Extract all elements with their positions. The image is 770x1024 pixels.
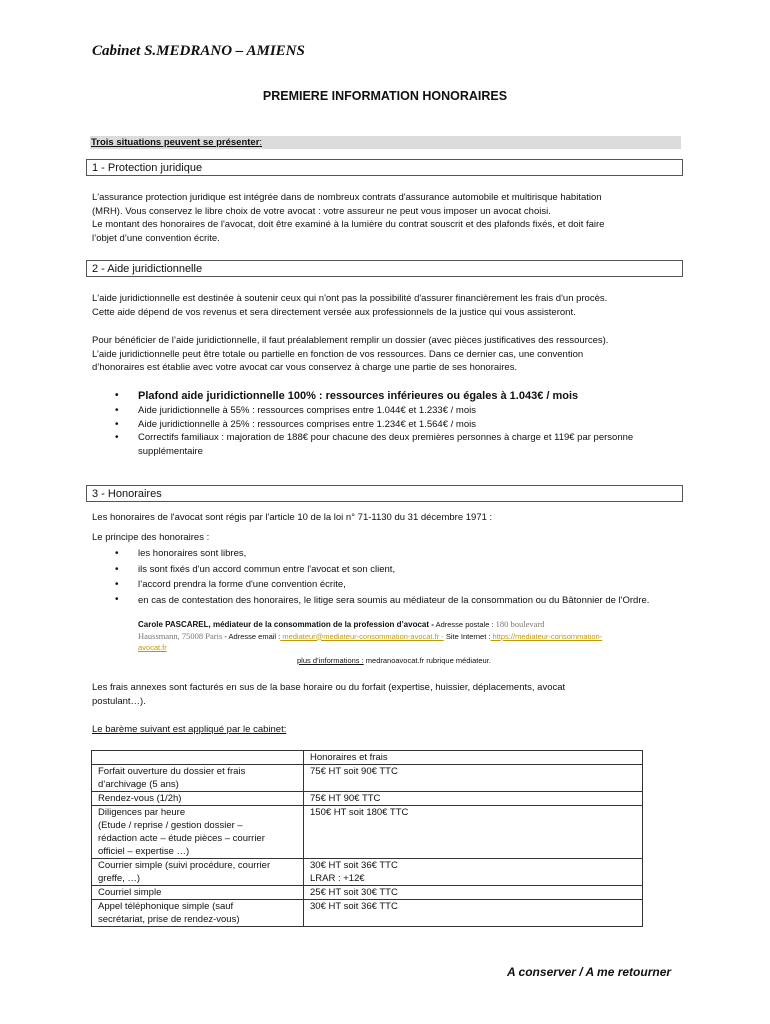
price-line: 25€ HT soit 30€ TTC — [310, 887, 398, 898]
service-line: rédaction acte – étude pièces – courrier — [98, 833, 265, 844]
price-cell — [304, 806, 643, 859]
list-item: • l’accord prendra la forme d'une convention écrite, — [115, 577, 685, 593]
table-header-cell: Honoraires et frais — [304, 751, 643, 765]
bareme-label: Le barème suivant est appliqué par le cabinet: — [92, 724, 287, 735]
service-cell — [92, 806, 304, 859]
service-line: Diligences par heure — [98, 807, 186, 818]
fee-table — [91, 750, 643, 927]
service-line: secrétariat, prise de rendez-vous) — [98, 914, 240, 925]
service-line: d’archivage (5 ans) — [98, 779, 179, 790]
price-line: 30€ HT soit 36€ TTC — [310, 860, 398, 871]
service-cell — [92, 859, 304, 886]
table-row — [92, 765, 643, 792]
table-header-row — [92, 751, 643, 765]
service-cell — [92, 900, 304, 927]
service-line: Rendez-vous (1/2h) — [98, 793, 182, 804]
text-line: (MRH). Vous conservez le libre choix de votre avocat : votre assureur ne peut vous imposer un avocat choisi. — [92, 205, 551, 217]
service-cell — [92, 765, 304, 792]
postal-value-2: Haussmann, 75008 Paris — [138, 630, 223, 641]
postal-label: Adresse postale : — [433, 620, 494, 629]
price-cell — [304, 900, 643, 927]
price-line: 150€ HT soit 180€ TTC — [310, 807, 409, 818]
text-line: L'assurance protection juridique est intégrée dans de nombreux contrats d'assurance automobile et multirisque habitation — [92, 192, 602, 203]
price-cell — [304, 886, 643, 900]
section3-fees — [92, 681, 687, 708]
postal-value: 180 boulevard — [493, 619, 545, 629]
mediator-site-link-cont[interactable]: avocat.fr — [138, 643, 167, 652]
text-line: L'aide juridictionnelle est destinée à soutenir ceux qui n'ont pas la possibilité d'assurer financièrement les frais d'un procès. — [92, 293, 608, 304]
table-row — [92, 806, 643, 859]
text-line: L’aide juridictionnelle peut être totale ou partielle en fonction de vos ressources. Dans ce dernier cas, une convention — [92, 348, 584, 360]
service-cell — [92, 792, 304, 806]
price-line: 75€ HT soit 90€ TTC — [310, 766, 398, 777]
section1-text — [92, 191, 687, 245]
aide-bullet-list — [115, 388, 685, 458]
price-cell — [304, 765, 643, 792]
list-item: • Aide juridictionnelle à 55% : ressources comprises entre 1.044€ et 1.233€ / mois — [115, 404, 685, 418]
section3-para1: Les honoraires de l'avocat sont régis par l'article 10 de la loi n° 71-1130 du 31 décembre 1971 : — [92, 512, 493, 523]
text-line: l’objet d’une convention écrite. — [92, 232, 220, 244]
table-row — [92, 859, 643, 886]
text-line: Les frais annexes sont facturés en sus de la base horaire ou du forfait (expertise, huissier, déplacements, avocat — [92, 682, 566, 693]
text-line: postulant…). — [92, 695, 146, 707]
service-line: Appel téléphonique simple (sauf — [98, 901, 234, 912]
mediator-site-link[interactable]: https://mediateur-consommation- — [490, 631, 603, 641]
section-heading-honoraires: 3 - Honoraires — [86, 485, 683, 502]
honoraires-bullet-list — [115, 546, 685, 607]
table-header-cell — [92, 751, 304, 765]
service-line: greffe, …) — [98, 873, 141, 884]
service-line: officiel – expertise …) — [98, 846, 190, 857]
more-info-label: plus d’informations : — [297, 656, 364, 665]
section-heading-protection: 1 - Protection juridique — [86, 159, 683, 176]
table-row — [92, 792, 643, 806]
page-title: PREMIERE INFORMATION HONORAIRES — [262, 89, 508, 103]
list-item: • les honoraires sont libres, — [115, 546, 685, 562]
text-line: Cette aide dépend de vos revenus et sera directement versée aux professionnels de la justice qui vous assisteront. — [92, 306, 576, 318]
table-row — [92, 900, 643, 927]
intro-label-text: Trois situations peuvent se présenter — [91, 137, 260, 148]
more-info — [297, 656, 491, 665]
service-line: Courriel simple — [98, 887, 162, 898]
mediator-email-link[interactable]: mediateur@mediateur-consommation-avocat.fr - — [280, 631, 444, 641]
list-item: • Aide juridictionnelle à 25% : ressources comprises entre 1.234€ et 1.564€ / mois — [115, 418, 685, 432]
text-line: Le montant des honoraires de l'avocat, doit être examiné à la lumière du contrat souscrit et des plafonds fixés, et doit faire — [92, 219, 605, 230]
footer-note: A conserver / A me retourner — [507, 965, 672, 979]
text-line: Pour bénéficier de l’aide juridictionnelle, il faut préalablement remplir un dossier (avec pièces justificatives des ressources). — [92, 335, 609, 346]
email-label: - Adresse email : — [222, 631, 281, 641]
list-item: • Correctifs familiaux : majoration de 188€ pour chacune des deux premières personnes à charge et 119€ par personne supplémentaire — [115, 431, 673, 458]
list-item: • en cas de contestation des honoraires, le litige sera soumis au médiateur de la consommation ou du Bâtonnier de l'Ordre. — [115, 593, 683, 608]
intro-colon: : — [259, 137, 263, 148]
price-line: LRAR : +12€ — [310, 873, 365, 884]
cabinet-header: Cabinet S.MEDRANO – AMIENS — [92, 43, 305, 59]
service-line: Courrier simple (suivi procédure, courrier — [98, 860, 271, 871]
site-label: Site Internet : — [443, 631, 491, 641]
price-line: 30€ HT soit 36€ TTC — [310, 901, 398, 912]
list-item: • ils sont fixés d'un accord commun entre l'avocat et son client, — [115, 562, 685, 578]
section2-para2 — [92, 334, 687, 375]
mediator-name: Carole PASCAREL, médiateur de la consommation de la profession d’avocat - — [138, 620, 434, 629]
text-line: d’honoraires est établie avec votre avocat car vous conservez à charge une partie de ses honoraires. — [92, 362, 518, 373]
service-line: (Etude / reprise / gestion dossier – — [98, 820, 243, 831]
table-row — [92, 886, 643, 900]
section2-para1 — [92, 292, 687, 319]
price-line: 75€ HT 90€ TTC — [310, 793, 381, 804]
service-line: Forfait ouverture du dossier et frais — [98, 766, 246, 777]
section3-principle: Le principe des honoraires : — [92, 532, 210, 543]
mediator-info — [138, 619, 683, 654]
price-cell — [304, 792, 643, 806]
more-info-text: medranoavocat.fr rubrique médiateur. — [363, 656, 491, 665]
list-item: • Plafond aide juridictionnelle 100% : ressources inférieures ou égales à 1.043€ / mois — [115, 388, 685, 404]
price-cell — [304, 859, 643, 886]
service-cell — [92, 886, 304, 900]
intro-label — [90, 136, 681, 149]
section-heading-aide: 2 - Aide juridictionnelle — [86, 260, 683, 277]
